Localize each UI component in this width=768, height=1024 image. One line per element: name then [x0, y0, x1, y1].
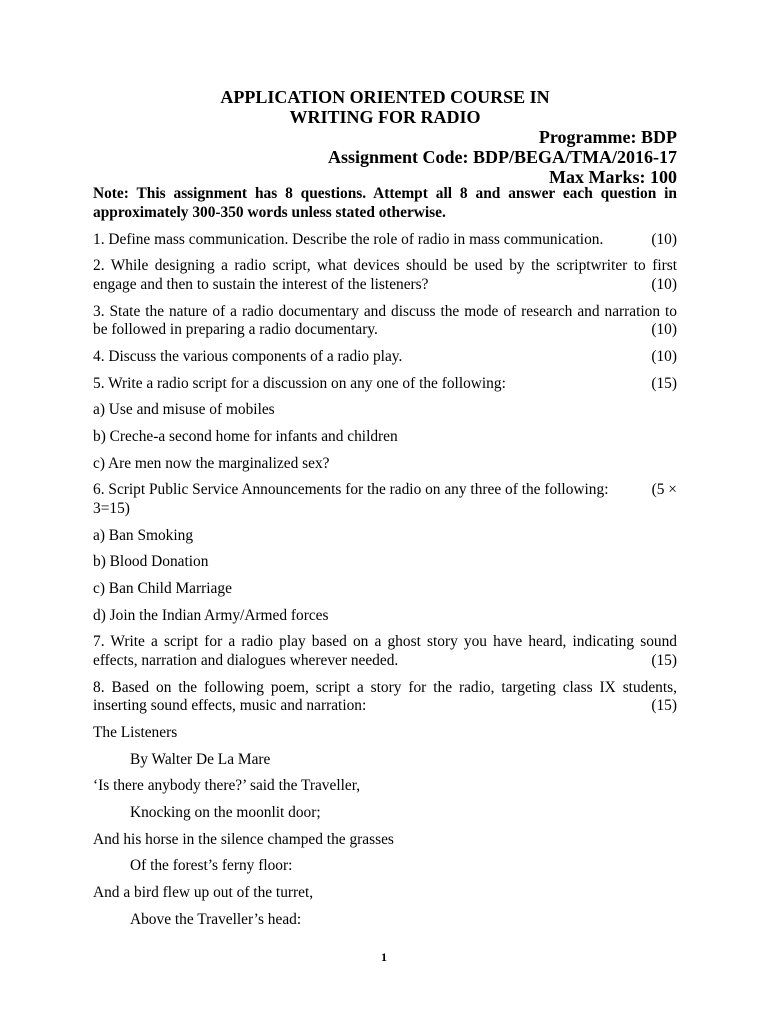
question-1: [93, 231, 677, 250]
poem-line: And his horse in the silence champed the grasses: [93, 830, 394, 848]
poem-line: Of the forest’s ferny floor:: [130, 857, 293, 875]
question-marks: (15): [651, 697, 677, 715]
question-text: 3. State the nature of a radio documentary and discuss the mode of research and narration to: [93, 302, 677, 320]
question-4: [93, 348, 677, 367]
poem-line: Knocking on the moonlit door;: [130, 804, 321, 822]
question-line: [93, 375, 677, 394]
page-content: [93, 87, 677, 929]
question-text: 6. Script Public Service Announcements for the radio on any three of the following:: [93, 481, 609, 499]
programme-label: Programme: BDP: [538, 127, 677, 147]
question-text: be followed in preparing a radio documentary.: [93, 321, 378, 339]
question-line: [93, 481, 677, 500]
note-line-1: Note: This assignment has 8 questions. Attempt all 8 and answer each question in: [93, 185, 677, 203]
question-marks: (15): [651, 652, 677, 669]
question-marks-continued: 3=15): [93, 499, 130, 517]
question-text: effects, narration and dialogues wherever needed.: [93, 652, 399, 669]
question-6: [93, 481, 677, 518]
question-text: 5. Write a radio script for a discussion on any one of the following:: [93, 374, 506, 392]
question-5: [93, 375, 677, 394]
assignment-meta: [93, 127, 677, 187]
option-item: a) Ban Smoking: [93, 526, 194, 544]
question-text: 7. Write a script for a radio play based on a ghost story you have heard, indicating sound: [93, 633, 677, 651]
question-line: [93, 348, 677, 367]
question-line: [93, 697, 677, 716]
option-item: a) Use and misuse of mobiles: [93, 401, 275, 419]
question-2: [93, 257, 677, 294]
question-text: 4. Discuss the various components of a radio play.: [93, 347, 403, 365]
instructions-note: [93, 185, 677, 222]
option-item: c) Are men now the marginalized sex?: [93, 454, 330, 472]
question-marks: (10): [651, 230, 677, 248]
question-text: inserting sound effects, music and narration:: [93, 697, 367, 715]
question-8: [93, 679, 677, 716]
poem-line: And a bird flew up out of the turret,: [93, 884, 314, 902]
max-marks: Max Marks: 100: [549, 167, 677, 187]
question-line: [93, 321, 677, 340]
question-text: 1. Define mass communication. Describe the role of radio in mass communication.: [93, 230, 604, 248]
question-text: 8. Based on the following poem, script a story for the radio, targeting class IX students,: [93, 678, 677, 696]
question-marks: (10): [651, 347, 677, 365]
question-line: [93, 276, 677, 295]
course-title-line-1: APPLICATION ORIENTED COURSE IN: [220, 87, 550, 107]
question-line: [93, 231, 677, 250]
note-line-2: approximately 300-350 words unless stated otherwise.: [93, 204, 446, 221]
question-text: engage and then to sustain the interest of the listeners?: [93, 275, 429, 293]
course-title: [93, 87, 677, 127]
question-marks: (10): [651, 321, 677, 339]
poem-line: ‘Is there anybody there?’ said the Traveller,: [93, 777, 361, 795]
question-text: 2. While designing a radio script, what devices should be used by the scriptwriter to first: [93, 257, 677, 275]
question-marks: (15): [651, 374, 677, 392]
question-marks: (10): [651, 275, 677, 293]
question-line: [93, 652, 677, 671]
poem-title: The Listeners: [93, 723, 178, 741]
poem-line: Above the Traveller’s head:: [130, 910, 302, 928]
question-marks: (5 ×: [651, 481, 677, 499]
poem-author: By Walter De La Mare: [130, 750, 271, 768]
option-item: b) Creche-a second home for infants and children: [93, 428, 398, 445]
option-item: c) Ban Child Marriage: [93, 580, 232, 598]
course-title-line-2: WRITING FOR RADIO: [289, 107, 481, 127]
option-item: b) Blood Donation: [93, 553, 209, 571]
option-item: d) Join the Indian Army/Armed forces: [93, 606, 329, 624]
assignment-code: Assignment Code: BDP/BEGA/TMA/2016-17: [327, 147, 677, 167]
question-3: [93, 303, 677, 340]
question-7: [93, 633, 677, 670]
page-number: 1: [381, 950, 387, 964]
